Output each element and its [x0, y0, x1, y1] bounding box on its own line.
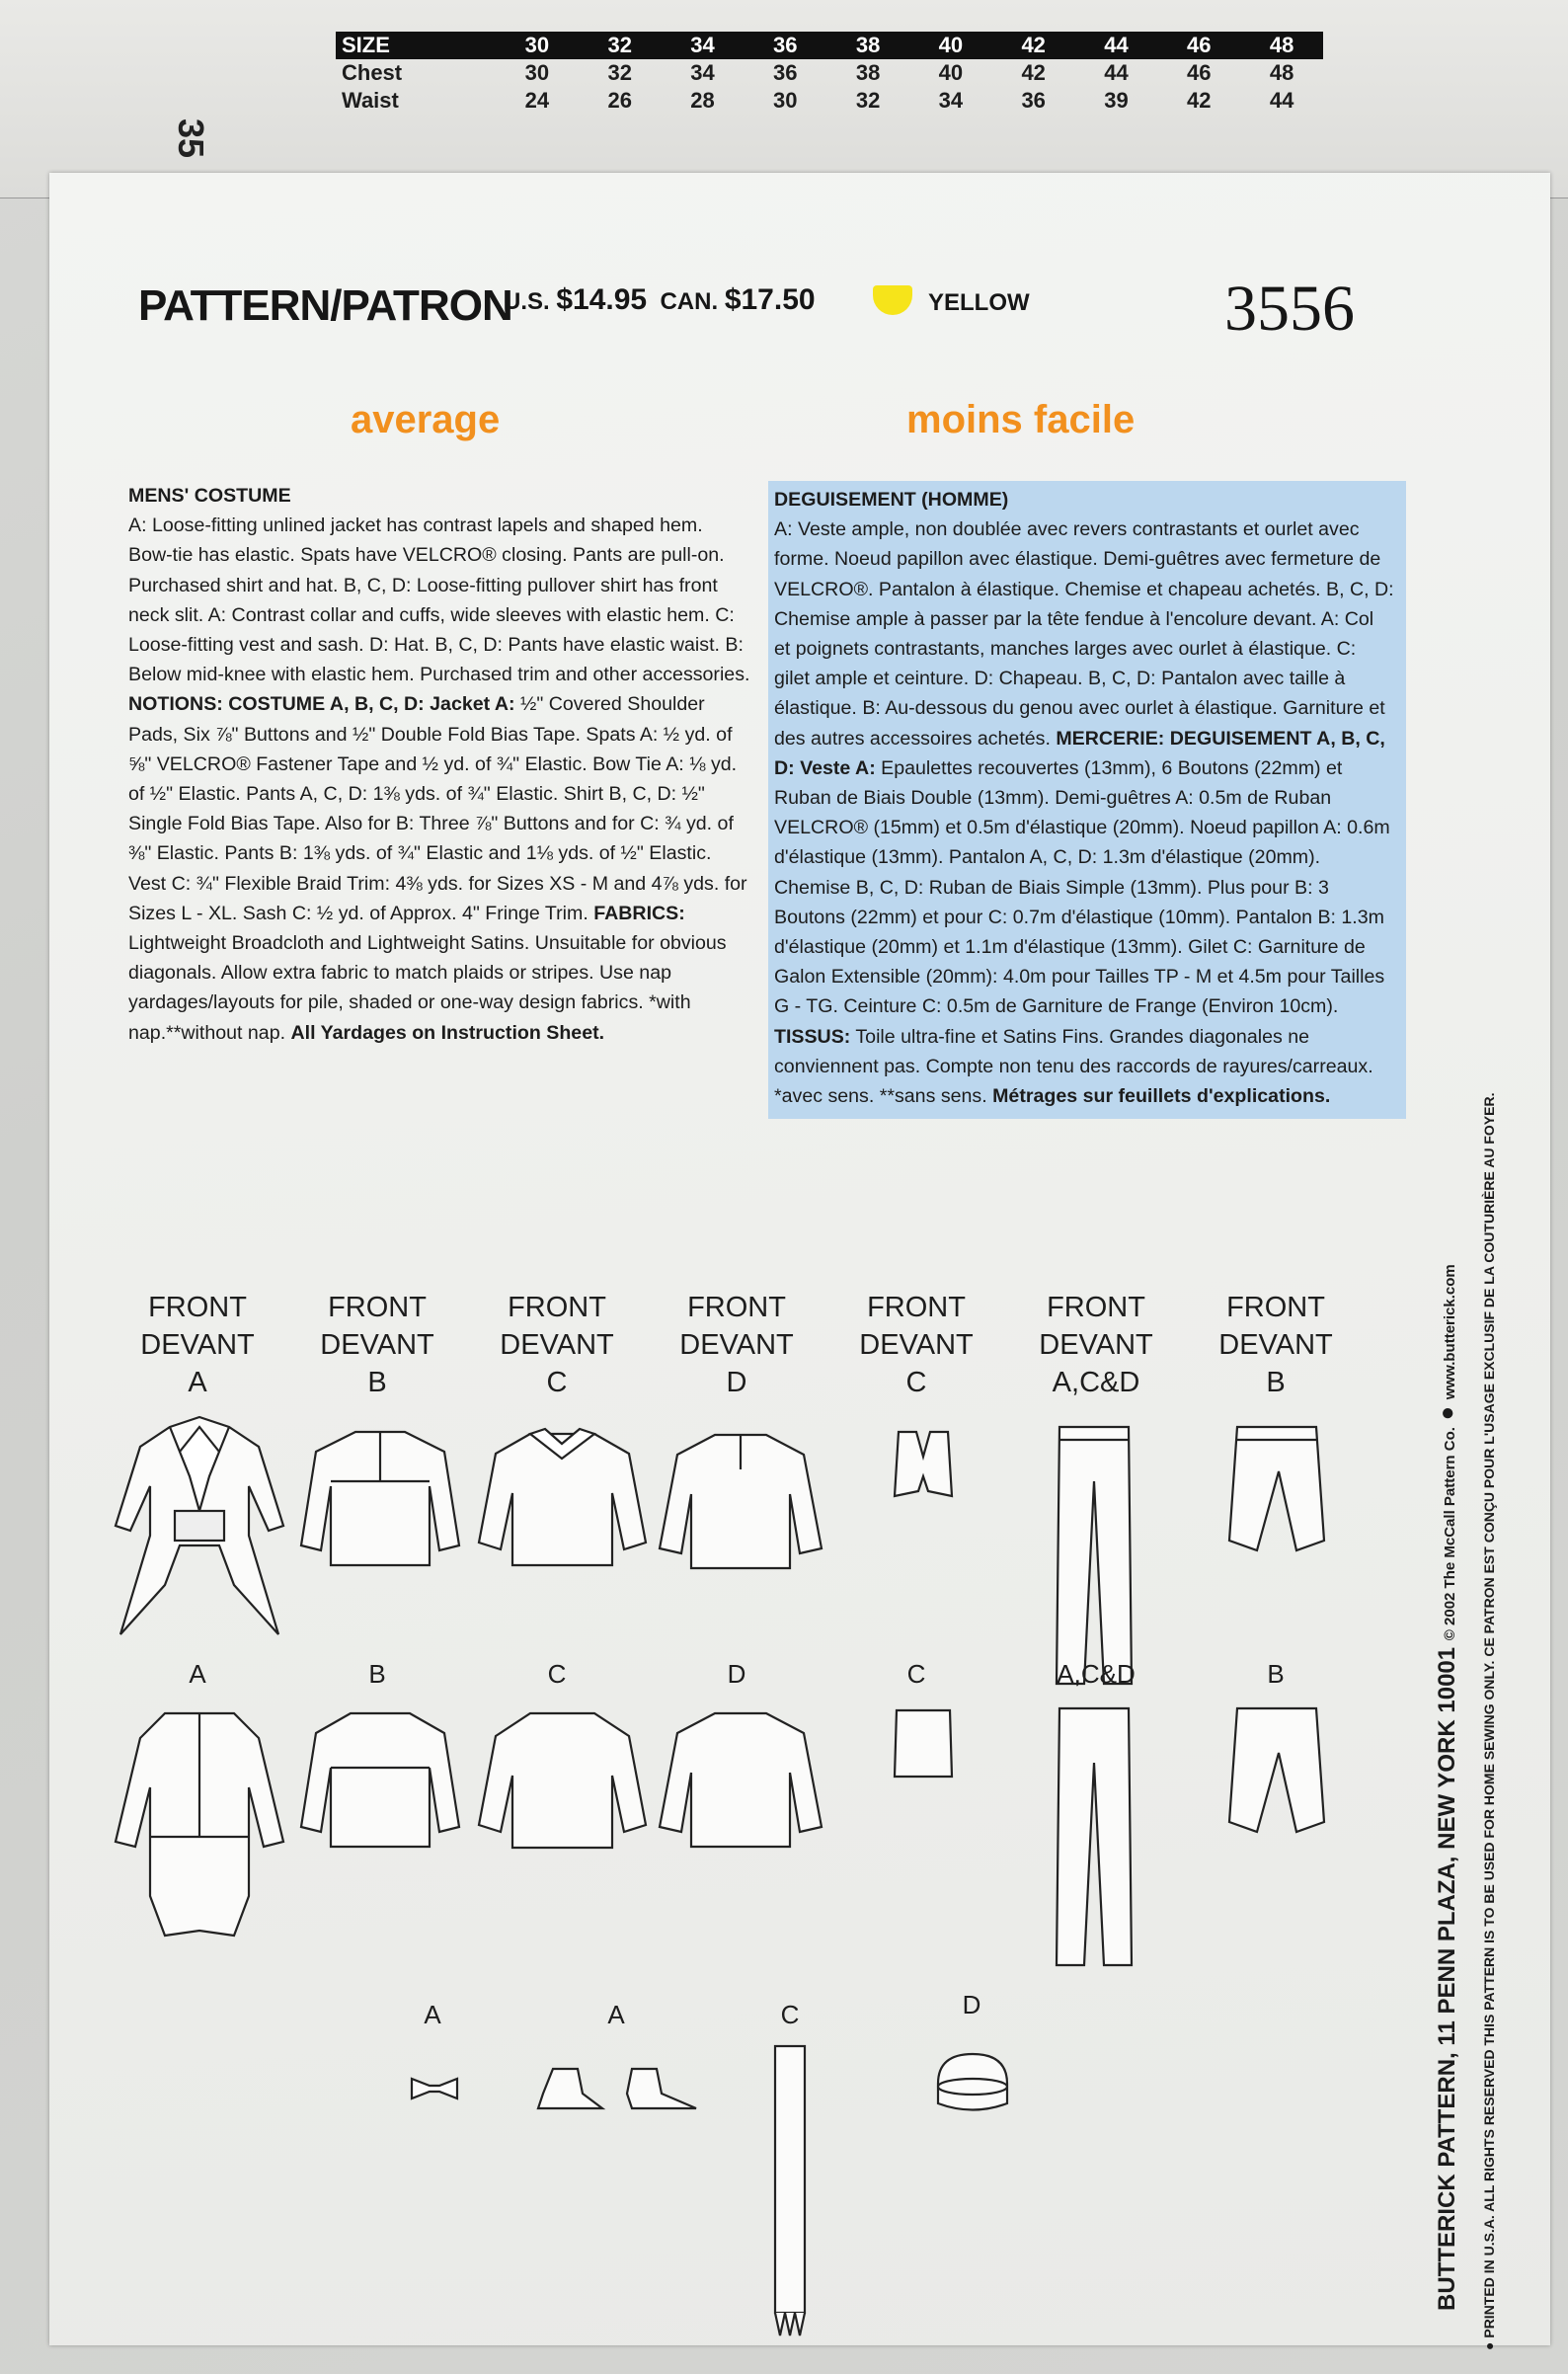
- website: www.butterick.com: [1442, 1264, 1458, 1400]
- back-label-a: A: [189, 1659, 206, 1689]
- front-label-knickers: [1197, 1289, 1355, 1401]
- back-label-vest: C: [906, 1659, 926, 1689]
- front-text: FRONT: [687, 1292, 786, 1323]
- view-letter: A,C&D: [1052, 1367, 1140, 1398]
- front-text: FRONT: [148, 1292, 247, 1323]
- cell: 39: [1104, 88, 1129, 113]
- hat-drawing: [933, 2049, 1012, 2118]
- waist-row: [336, 87, 1323, 115]
- cell: 36: [773, 60, 798, 85]
- pants-acd-front-drawing: [1055, 1422, 1134, 1689]
- view-letter: C: [905, 1367, 927, 1398]
- french-title: DEGUISEMENT (HOMME): [774, 489, 1009, 511]
- publisher-address: BUTTERICK PATTERN, 11 PENN PLAZA, NEW YORK 10001: [1434, 1646, 1460, 2311]
- notions-label: NOTIONS: COSTUME A, B, C, D: Jacket A:: [128, 693, 515, 716]
- french-description: [768, 481, 1406, 1119]
- notice-en: PRINTED IN U.S.A. ALL RIGHTS RESERVED THIS PATTERN IS TO BE USED FOR HOME SEWING ONLY.: [1481, 1660, 1497, 2338]
- front-label-c: [478, 1289, 636, 1401]
- back-label-knickers: B: [1267, 1659, 1285, 1689]
- cell: 36: [1021, 88, 1046, 113]
- accessory-label-spats: A: [607, 2000, 625, 2029]
- fabrics-label: FABRICS:: [593, 902, 685, 924]
- cell: 46: [1187, 60, 1212, 85]
- accessory-label-bowtie: A: [424, 2000, 441, 2029]
- size-col: 48: [1240, 32, 1323, 59]
- front-text: FRONT: [1047, 1292, 1145, 1323]
- size-col: 40: [909, 32, 992, 59]
- view-letter: D: [726, 1367, 747, 1398]
- view-letter: B: [367, 1367, 387, 1398]
- pattern-number: 3556: [1224, 273, 1355, 345]
- size-col: 32: [579, 32, 662, 59]
- tissus-text: Toile ultra-fine et Satins Fins. Grandes diagonales ne conviennent pas. Compte non tenu des raccords de rayures/carreaux. *avec sens. **sans sens.: [774, 1025, 1373, 1108]
- can-price: $17.50: [724, 283, 816, 316]
- cell: 42: [1021, 60, 1046, 85]
- vest-c-back-drawing: [889, 1705, 958, 1784]
- size-col: 46: [1157, 32, 1240, 59]
- front-label-pants: [1017, 1289, 1175, 1401]
- size-chart: [336, 32, 1323, 115]
- cell: 32: [855, 88, 881, 113]
- size-col: 38: [826, 32, 909, 59]
- devant-text: DEVANT: [859, 1329, 974, 1361]
- chest-row: [336, 59, 1323, 87]
- cell: 28: [690, 88, 715, 113]
- english-description: [128, 481, 750, 1048]
- shirt-b-back-drawing: [296, 1703, 464, 1852]
- view-letter: C: [546, 1367, 568, 1398]
- size-col: 42: [992, 32, 1075, 59]
- view-letter: A: [188, 1367, 207, 1398]
- cell: 38: [855, 60, 881, 85]
- publisher-notice: ● PRINTED IN U.S.A. ALL RIGHTS RESERVED THIS PATTERN IS TO BE USED FOR HOME SEWING ONLY. CE PATRON EST CONÇU POUR L'USAGE EXCLUSIF DE LA COUTURIÈRE AU FOYER.: [1481, 1092, 1497, 2350]
- notions-text: ½" Covered Shoulder Pads, Six ⅞" Buttons and ½" Double Fold Bias Tape. Spats A: ½ yd. of ⅝" VELCRO® Fastener Tape and ½ yd. of ¾" Elastic. Bow Tie A: ⅛ yd. of ½" Elastic. Pants A, C, D: 1⅜ yds. of ¾" Elastic. Shirt B, C, D: ½" Single Fold Bias Tape. Also for B: Three ⅞" Buttons and for C: ¾ yd. of ⅜" Elastic. Pants B: 1⅜ yds. of ¾" Elastic and 1⅛ yds. of ½" Elastic. Vest C: ¾" Flexible Braid Trim: 4⅜ yds. for Sizes XS - M and 4⅞ yds. for Sizes L - XL. Sash C: ½ yd. of Approx. 4" Fringe Trim.: [128, 693, 747, 924]
- english-desc: A: Loose-fitting unlined jacket has contrast lapels and shaped hem. Bow-tie has elastic. Spats have VELCRO® closing. Pants are pull-on. Purchased shirt and hat. B, C, D: Loose-fitting pullover shirt has front neck slit. A: Contrast collar and cuffs, wide sleeves with elastic hem. C: Loose-fitting vest and sash. D: Hat. B, C, D: Pants have elastic waist. B: Below mid-knee with elastic hem. Purchased trim and other accessories.: [128, 514, 750, 686]
- shirt-b-front-drawing: [296, 1422, 464, 1570]
- size-col: 36: [744, 32, 826, 59]
- front-text: FRONT: [328, 1292, 427, 1323]
- view-letter: B: [1266, 1367, 1286, 1398]
- pants-acd-back-drawing: [1055, 1703, 1134, 1970]
- row-label: Waist: [342, 88, 399, 113]
- cell: 34: [938, 88, 964, 113]
- shirt-c-front-drawing: [476, 1419, 649, 1567]
- sash-drawing: [770, 2044, 810, 2340]
- difficulty-en: average: [351, 398, 501, 441]
- metrages-note: Métrages sur feuillets d'explications.: [992, 1085, 1331, 1108]
- cell: 30: [524, 60, 550, 85]
- notice-fr: CE PATRON EST CONÇU POUR L'USAGE EXCLUSIF DE LA COUTURIÈRE AU FOYER.: [1481, 1092, 1497, 1657]
- yardages-note: All Yardages on Instruction Sheet.: [290, 1021, 605, 1044]
- french-desc: A: Veste ample, non doublée avec revers contrastants et ourlet avec forme. Noeud papillon avec élastique. Demi-guêtres avec fermeture de VELCRO®. Pantalon à élastique. Chemise et chapeau achetés. B, C, D: Chemise ample à passer par la tête fendue à l'encolure devant. A: Col et poignets contrastants, manches larges avec ourlet à élastique. C: gilet ample et ceinture. D: Chapeau. B, C, D: Pantalon avec taille à élastique. B: Au-dessous du genou avec ourlet à élastique. Garniture et des autres accessoires achetés.: [774, 518, 1394, 750]
- cell: 34: [690, 60, 715, 85]
- spats-drawing: [533, 2064, 701, 2123]
- cell: 48: [1269, 60, 1294, 85]
- accessory-label-sash: C: [780, 2000, 800, 2029]
- vest-c-front-drawing: [889, 1427, 958, 1506]
- mercerie-label: MERCERIE: DEGUISEMENT A, B, C, D: Veste A:: [774, 727, 1385, 779]
- color-label: YELLOW: [928, 289, 1030, 316]
- fabrics-text: Lightweight Broadcloth and Lightweight Satins. Unsuitable for obvious diagonals. Allow extra fabric to match plaids or stripes. Use nap yardages/layouts for pile, shaded or one-way design fabrics. *with nap.**without nap.: [128, 932, 727, 1044]
- knickers-b-back-drawing: [1227, 1703, 1326, 1842]
- mercerie-text: Epaulettes recouvertes (13mm), 6 Boutons (22mm) et Ruban de Biais Double (13mm). Demi-guêtres A: 0.5m de Ruban VELCRO® (15mm) et 0.5m d'élastique (20mm). Noeud papillon A: 0.6m d'élastique (13mm). Pantalon A, C, D: 1.3m d'élastique (20mm). Chemise B, C, D: Ruban de Biais Simple (13mm). Plus pour B: 3 Boutons (22mm) et pour C: 0.7m d'élastique (10mm). Pantalon B: 1.3m d'élastique (20mm) et 1.1m d'élastique (13mm). Gilet C: Garniture de Galon Extensible (20mm): 4.0m pour Tailles TP - M et 4.5m pour Tailles G - TG. Ceinture C: 0.5m de Garniture de Frange (Environ 10cm).: [774, 756, 1390, 1018]
- tissus-label: TISSUS:: [774, 1025, 851, 1048]
- copyright: © 2002 The McCall Pattern Co.: [1442, 1427, 1458, 1641]
- cell: 32: [607, 60, 632, 85]
- us-price: $14.95: [556, 283, 648, 316]
- back-label-b: B: [368, 1659, 386, 1689]
- front-label-vest: [837, 1289, 995, 1401]
- price-line: [504, 283, 816, 317]
- devant-text: DEVANT: [1218, 1329, 1333, 1361]
- front-label-a: [118, 1289, 276, 1401]
- front-text: FRONT: [1226, 1292, 1325, 1323]
- shirt-d-front-drawing: [656, 1425, 825, 1571]
- jacket-a-back-drawing: [111, 1699, 288, 1936]
- back-label-c: C: [547, 1659, 567, 1689]
- can-label: CAN.: [660, 288, 719, 315]
- us-label: U.S.: [504, 288, 550, 315]
- color-swatch: [873, 285, 912, 315]
- back-label-pants: A,C&D: [1057, 1659, 1136, 1689]
- side-size-label: 35: [171, 119, 211, 159]
- jacket-a-front-drawing: [111, 1407, 288, 1634]
- size-header-row: [336, 32, 1323, 59]
- size-col: 30: [496, 32, 579, 59]
- knickers-b-front-drawing: [1227, 1422, 1326, 1560]
- cell: 44: [1269, 88, 1294, 113]
- cell: 30: [773, 88, 798, 113]
- shirt-d-back-drawing: [656, 1703, 825, 1852]
- bowtie-drawing: [410, 2074, 459, 2103]
- front-label-b: [298, 1289, 456, 1401]
- front-text: FRONT: [508, 1292, 606, 1323]
- devant-text: DEVANT: [500, 1329, 614, 1361]
- front-label-d: [658, 1289, 816, 1401]
- english-title: MENS' COSTUME: [128, 485, 291, 507]
- pattern-label: PATTERN/PATRON: [138, 281, 512, 330]
- front-text: FRONT: [867, 1292, 966, 1323]
- size-header: SIZE: [336, 32, 496, 59]
- devant-text: DEVANT: [679, 1329, 794, 1361]
- shirt-c-back-drawing: [476, 1701, 649, 1852]
- size-col: 44: [1075, 32, 1158, 59]
- cell: 24: [524, 88, 550, 113]
- cell: 44: [1104, 60, 1129, 85]
- cell: 26: [607, 88, 632, 113]
- devant-text: DEVANT: [320, 1329, 434, 1361]
- devant-text: DEVANT: [140, 1329, 255, 1361]
- pattern-back-page: [49, 173, 1550, 2345]
- devant-text: DEVANT: [1039, 1329, 1153, 1361]
- back-label-d: D: [727, 1659, 746, 1689]
- row-label: Chest: [342, 60, 403, 85]
- cell: 42: [1187, 88, 1212, 113]
- accessory-label-hat: D: [962, 1990, 981, 2019]
- cell: 40: [938, 60, 964, 85]
- publisher-strip: BUTTERICK PATTERN, 11 PENN PLAZA, NEW YORK 10001 © 2002 The McCall Pattern Co. ● www.butterick.com: [1434, 1264, 1460, 2311]
- difficulty-fr: moins facile: [906, 398, 1136, 441]
- size-col: 34: [662, 32, 745, 59]
